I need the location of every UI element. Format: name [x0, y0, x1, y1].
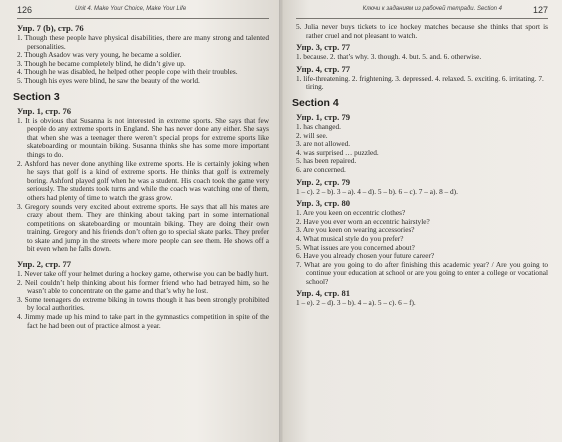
- exercise-title: Упр. 2, стр. 77: [17, 259, 72, 270]
- running-head: Unit 4. Make Your Choice, Make Your Life: [75, 6, 187, 12]
- answer-item: 1. Though these people have physical disabilities, there are many strong and talented personalities.: [17, 33, 269, 51]
- answer-list: [17, 34, 269, 86]
- page-number: 126: [17, 5, 33, 15]
- answer-item: 5. What issues are you concerned about?: [296, 242, 415, 252]
- answer-line: 1. because. 2. that’s why. 3. though. 4. but. 5. and. 6. otherwise.: [296, 52, 482, 62]
- answer-item: 3. are not allowed.: [296, 139, 351, 149]
- answer-item: 5. has been repaired.: [296, 156, 357, 166]
- answer-line: 1. life-threatening. 2. frightening. 3. depressed. 4. relaxed. 5. exciting. 6. irritating. 7. tiring.: [296, 73, 544, 92]
- exercise-title: Упр. 1, стр. 79: [296, 111, 351, 122]
- right-page-header: [296, 5, 548, 17]
- exercise-title: Упр. 3, стр. 77: [296, 42, 351, 53]
- answer-item: 4. was surprised … puzzled.: [296, 147, 379, 157]
- left-page-header: [17, 5, 269, 17]
- section-heading: Section 3: [13, 90, 60, 103]
- exercise-title: Упр. 4, стр. 77: [296, 63, 351, 74]
- answer-item: 1. Are you keen on eccentric clothes?: [296, 208, 406, 218]
- running-head: Ключи к заданиям из рабочей тетради. Section 4: [362, 6, 502, 12]
- answer-item: 7. What are you going to do after finishing this academic year? / Are you going to continue your education at school or are you going to enter a college or vocational school?: [296, 259, 548, 286]
- answer-item: 3. Some teenagers do extreme biking in towns though it has been strongly prohibited by local authorities.: [17, 294, 269, 313]
- answer-list: [296, 209, 548, 286]
- answer-item: 2. will see.: [296, 130, 328, 140]
- answer-item: 3. Though he became completely blind, he didn’t give up.: [17, 58, 186, 68]
- answer-item: 2. Neil couldn’t help thinking about his former friend who had betrayed him, so he wasn’t able to concentrate on the game and that’s why he lost.: [17, 277, 269, 296]
- answer-item: 4. Jimmy made up his mind to take part in the gymnastics competition in spite of the fact he had been out of practice almost a year.: [17, 312, 269, 330]
- answer-list: [296, 123, 548, 175]
- answer-list: [17, 270, 269, 330]
- exercise-title: Упр. 4, стр. 81: [296, 288, 351, 299]
- answer-item: 2. Have you ever worn an eccentric hairstyle?: [296, 216, 430, 226]
- answer-item: 4. What musical style do you prefer?: [296, 233, 404, 243]
- exercise-title: Упр. 3, стр. 80: [296, 198, 351, 209]
- answer-item: 5. Though his eyes were blind, he saw the beauty of the world.: [17, 75, 200, 85]
- right-page: [281, 0, 562, 442]
- exercise-title: Упр. 2, стр. 79: [296, 176, 351, 187]
- section-heading: Section 4: [292, 96, 339, 109]
- header-rule: [296, 18, 548, 19]
- answer-item: 2. Though Asadov was very young, he became a soldier.: [17, 50, 182, 60]
- answer-item: 6. Have you already chosen your future career?: [296, 251, 435, 261]
- answer-item: 2. Ashford has never done anything like extreme sports. He is certainly joking when he says that golf is a kind of extreme sports. He thinks that golf is extremely boring. Ashford played golf when he was a student. His coach took the game very seriously. The students took turns and while the coach was watching one of them, others had plenty of time to watch the grass grow.: [17, 158, 269, 202]
- answer-line: 1 – c). 2 – b). 3 – a). 4 – d). 5 – b). 6 – c). 7 – a). 8 – d).: [296, 186, 458, 196]
- answer-item: 5. Julia never buys tickets to ice hockey matches because she thinks that sport is rather cruel and not pleasant to watch.: [296, 22, 548, 40]
- answer-item: 6. are concerned.: [296, 164, 346, 174]
- page-number: 127: [532, 5, 548, 15]
- answer-item: 3. Are you keen on wearing accessories?: [296, 225, 415, 235]
- answer-item: 1. Never take off your helmet during a hockey game, otherwise you can be badly hurt.: [17, 269, 269, 279]
- header-rule: [17, 18, 269, 19]
- answer-list: [17, 117, 269, 255]
- answer-item: 1. It is obvious that Susanna is not interested in extreme sports. She says that few people do any extreme sports in England. She has never done any either. She says that when she was a teenager there weren’t special props for extreme sports like skateboarding or mountain biking. Susanna thinks she has some more important things to do.: [17, 115, 269, 159]
- answer-item: 4. Though he was disabled, he helped other people cope with their troubles.: [17, 67, 238, 77]
- exercise-title: Упр. 1, стр. 76: [17, 105, 72, 116]
- answer-line: 1 – e). 2 – d). 3 – b). 4 – a). 5 – c). 6 – f).: [296, 298, 416, 308]
- book-spine-fold: [279, 0, 283, 442]
- exercise-title: Упр. 7 (b), стр. 76: [17, 23, 84, 33]
- answer-item: 3. Gregory sounds very excited about extreme sports. He says that all his mates are crazy about them. They are thinking about taking part in some international competitions on skateboarding or mountain biking. They are doing their own training. Gregory and his friends don’t often go to special skate parks. They prefer to skate and jump in the streets where more people can see them. He shows off a bit even when he falls down.: [17, 201, 269, 254]
- answer-item: 1. has changed.: [296, 121, 341, 131]
